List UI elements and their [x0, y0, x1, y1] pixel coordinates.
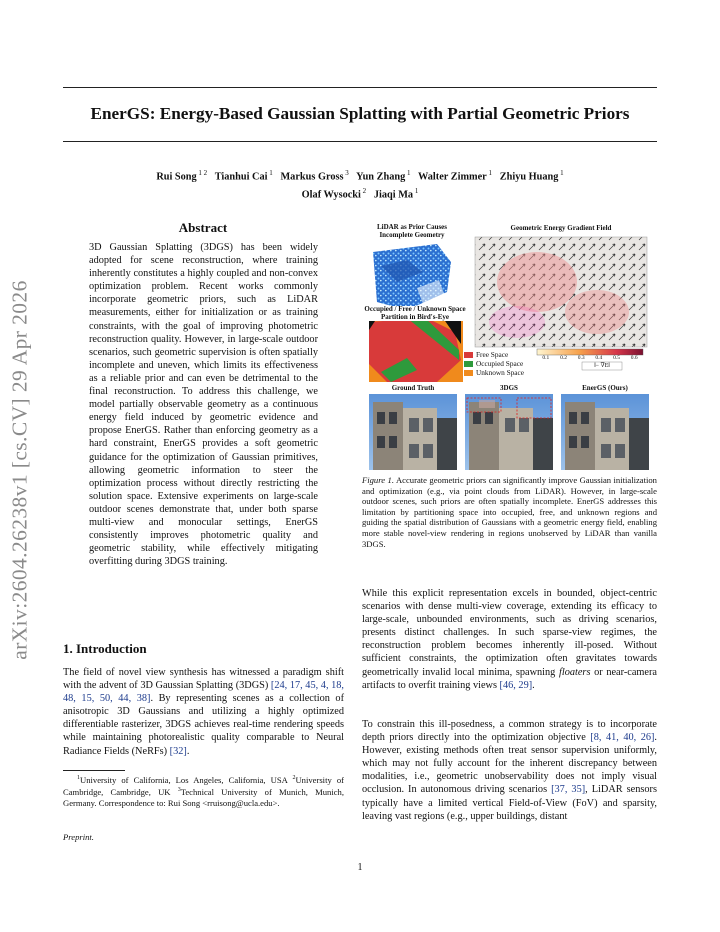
citation-link[interactable]: [46, 29]: [499, 679, 533, 691]
author-name: Markus Gross: [280, 171, 344, 183]
affiliation-footnote: [63, 773, 344, 808]
colorbar-label: ‖− ∇E‖: [593, 363, 611, 369]
abstract-heading: Abstract: [178, 220, 228, 235]
row-label-3dgs: 3DGS: [500, 384, 518, 392]
arxiv-id: arXiv:2604.26238v1 [cs.CV] 29 Apr 2026: [7, 280, 32, 660]
abstract-body: 3D Gaussian Splatting (3DGS) has been widely adopted for scene reconstruction, where training inherently constitutes a highly coupled and non-convex optimization problem. Recent works commonly incorporate geometric priors, such as LiDAR measurements, either for initialization or as training constraints, with the goal of improving photometric reconstruction quality. However, in large-scale outdoor scenarios, such geometric supervision is often spatially incomplete and uneven, which limits its effectiveness as a reliable prior and can even be detrimental to the final reconstruction. To address this challenge, we model partially observable geometry as a continuous energy field induced by geometric evidence and propose EnerGS. Rather than enforcing geometry as a hard constraint, EnerGS provides a soft geometric guidance for the optimization of Gaussian primitives, allowing geometric information to steer the optimization process without directly restricting the solution space. Extensive experiments on large-scale outdoor scenes demonstrate that, under both sparse multi-view and monocular settings, EnerGS consistently improves photometric quality and geometric stability, while effectively mitigating overfitting during 3DGS training.: [89, 242, 318, 568]
ground-truth-image: [369, 394, 457, 470]
author-affiliation-mark: 1: [405, 169, 411, 177]
row-label-ground-truth: Ground Truth: [391, 384, 435, 392]
energs-image: [561, 394, 649, 470]
right-text-a: While this explicit representation excels in bounded, object-centric scenarios with dense multi-view coverage, extending its efficacy to large-scale, unbounded environments, such as driving scenarios, presents distinct challenges. In such sparse-view regimes, the reconstruction problem becomes inherently ill-posed. Without sufficient constraints, the optimization often gravitates towards geometrically invalid local minima, spawning: [362, 588, 657, 678]
author-line-1: [63, 166, 657, 184]
right-text-f: , LiDAR sensors typically have a limited vertical Field-of-View (FoV) and sparsity, leaving vast regions (e.g., upper buildings, distant: [362, 784, 657, 822]
footnote-rule: [63, 770, 125, 771]
legend-occupied-space: Occupied Space: [464, 360, 523, 368]
author-affiliation-mark: 1: [413, 187, 419, 196]
intro-text-c: .: [186, 745, 190, 757]
lidar-panel-title: LiDAR as Prior Causes Incomplete Geometry: [376, 223, 448, 239]
bev-partition-panel: [369, 318, 463, 382]
right-text-b: or near-camera artifacts to overfit training views: [362, 666, 657, 691]
author-name: Yun Zhang: [356, 171, 406, 183]
author-name: Tianhui Cai: [214, 171, 268, 183]
rendering-comparison: [369, 394, 649, 470]
caption-text: Accurate geometric priors can significantly improve Gaussian initialization and optimization (e.g., via point clouds from LiDAR). However, in large-scale outdoor scenes, such priors are often spatially incomplete. EnerGS addresses this limitation by partitioning space into occupied, free, and unknown regions and guiding the spatial distribution of Gaussians with a geometric energy field, enabling more stable novel-view rendering in regions unobserved by LiDAR than vanilla 3DGS.: [362, 475, 657, 549]
author-affiliation-mark: 1: [486, 169, 493, 177]
colorbar-tick-label: 0.2: [560, 355, 567, 361]
title-rule-bottom: [63, 141, 657, 142]
author-name: Jiaqi Ma: [373, 189, 414, 201]
author-affiliation-mark: 1: [267, 169, 273, 177]
partition-panel-title: Occupied / Free / Unknown Space Partition in Bird's-Eye: [364, 305, 466, 321]
author-name: Olaf Wysocki: [301, 189, 361, 201]
colorbar-tick-label: 0.5: [613, 355, 620, 361]
legend-free-space: Free Space: [464, 351, 508, 359]
right-text-e: . However, existing methods often treat sensor supervision uniformly, which may not fully account for the inherent discrepancy between modalities, i.e., geometric unobservability does not imply visual occlusion. In autonomous driving scenarios: [362, 732, 657, 796]
intro-paragraph: [63, 666, 344, 758]
caption-label: Figure 1.: [362, 475, 394, 485]
right-paragraph-2: [362, 718, 657, 823]
figure-1: [364, 222, 651, 470]
author-affiliation-mark: 1: [558, 169, 564, 177]
citation-link[interactable]: [32]: [169, 745, 187, 757]
paper-title: EnerGS: Energy-Based Gaussian Splatting with Partial Geometric Priors: [90, 104, 630, 123]
arxiv-side-stamp: [0, 260, 40, 680]
footnote-mark: 2: [292, 775, 296, 781]
intro-heading: 1. Introduction: [63, 641, 147, 656]
right-text-c: .: [532, 679, 535, 691]
author-affiliation-mark: 1 2: [196, 169, 208, 177]
author-name: Walter Zimmer: [418, 171, 487, 183]
author-list: [63, 166, 657, 203]
intro-text-a: The field of novel view synthesis has witnessed a paradigm shift with the advent of 3D Gaussian Splatting (3DGS): [63, 667, 344, 692]
colorbar-tick-label: 0.1: [542, 355, 550, 361]
citation-link[interactable]: [37, 35]: [551, 784, 586, 796]
author-line-2: [63, 184, 657, 202]
footnote-mark: 3: [177, 787, 181, 794]
intro-text-b: . By representing scenes as a collection of anisotropic 3D Gaussians and utilizing a highly optimized differentiable rasterizer, 3DGS achieves real-time rendering speeds while maintaining photorealistic quality comparable to Neural Radiance Fields (NeRFs): [63, 693, 344, 757]
affiliation-1: University of California, Los Angeles, California, USA: [80, 774, 293, 785]
colorbar-tick-label: 0.6: [630, 355, 638, 361]
colorbar-tick-label: 0.4: [595, 355, 603, 361]
author-affiliation-mark: 2: [360, 187, 367, 196]
3dgs-image: [465, 394, 553, 470]
legend-swatch: [464, 361, 473, 367]
citation-link[interactable]: [8, 41, 40, 26]: [590, 732, 655, 744]
title-rule-top: [63, 87, 657, 88]
figure-1-caption: [362, 475, 657, 549]
author-name: Zhiyu Huang: [499, 171, 559, 183]
figure-1-graphic: [367, 222, 651, 470]
lidar-panel: [369, 242, 453, 312]
colorbar-tick-label: 0.3: [577, 355, 585, 361]
legend-swatch: [464, 370, 473, 376]
legend-unknown-space: Unknown Space: [464, 369, 524, 377]
page-number: 1: [357, 862, 363, 873]
preprint-label: Preprint.: [63, 832, 94, 842]
author-affiliation-mark: 3: [343, 169, 349, 177]
floaters-emphasis: floaters: [558, 666, 591, 678]
author-name: Rui Song: [156, 171, 197, 183]
affiliation-3: Technical University of Munich, Munich, Germany. Correspondence to: Rui Song <rruisong@ucla.edu>.: [63, 787, 344, 808]
footnote-mark: 1: [77, 775, 80, 781]
right-text-d: To constrain this ill-posedness, a common strategy is to incorporate depth priors directly into the optimization objective: [362, 719, 657, 744]
legend-swatch: [464, 352, 473, 358]
right-paragraph-1: [362, 587, 657, 692]
citation-link[interactable]: [24, 17, 45, 4, 18, 48, 15, 50, 44, 38]: [63, 680, 344, 705]
affiliation-2: University of Cambridge, Cambridge, UK: [63, 774, 344, 798]
row-label-energs: EnerGS (Ours): [582, 384, 628, 392]
energy-panel-title: Geometric Energy Gradient Field: [510, 224, 612, 232]
